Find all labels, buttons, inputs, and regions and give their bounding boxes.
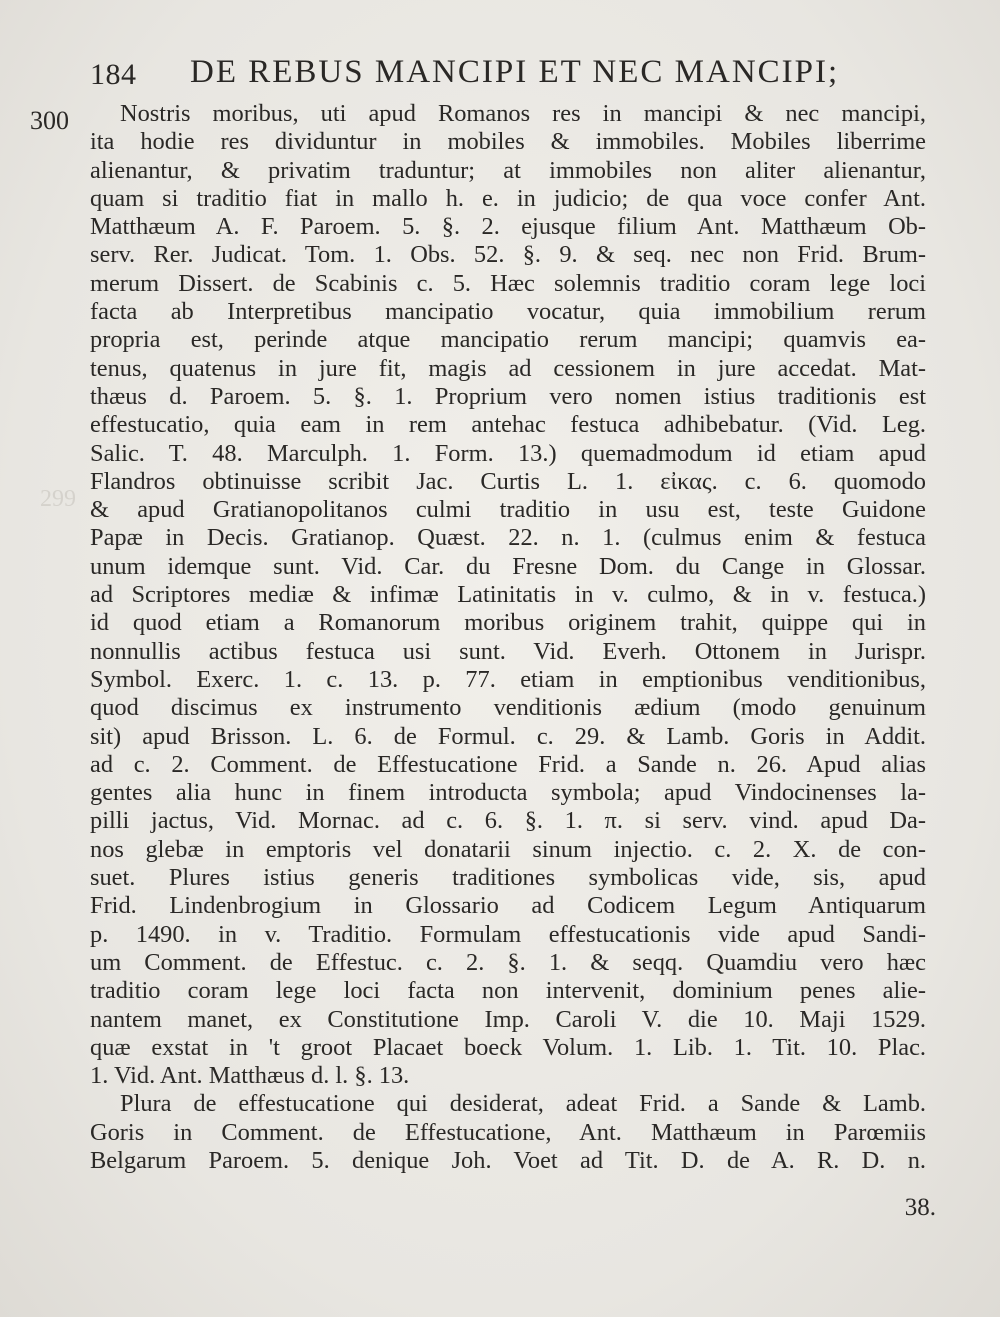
text-line: Matthæum A. F. Paroem. 5. §. 2. ejusque filium Ant. Matthæum Ob- [90,213,926,241]
text-line: 1. Vid. Ant. Matthæus d. l. §. 13. [90,1062,410,1090]
text-line: alienantur, & privatim traduntur; at immobiles non aliter alienantur, [90,156,926,184]
text-line: thæus d. Paroem. 5. §. 1. Proprium vero nomen istius traditionis est [90,382,926,410]
text-line: Papæ in Decis. Gratianop. Quæst. 22. n. 1. (culmus enim & festuca [90,524,926,552]
text-line: facta ab Interpretibus mancipatio vocatur, quia immobilium rerum [90,298,926,326]
text-line: Plura de effestucatione qui desiderat, adeat Frid. a Sande & Lamb. [120,1090,926,1118]
bleed-through-number: 299 [40,486,76,512]
text-line: Symbol. Exerc. 1. c. 13. p. 77. etiam in emptionibus venditionibus, [90,665,926,693]
paragraph-2 [90,1090,926,1175]
text-line: Frid. Lindenbrogium in Glossario ad Codicem Legum Antiquarum [90,892,926,920]
text-line: effestucatio, quia eam in rem antehac festuca adhibebatur. (Vid. Leg. [90,411,926,439]
text-line: Nostris moribus, uti apud Romanos res in mancipi & nec mancipi, [120,100,926,127]
text-line: nos glebæ in emptoris vel donatarii sinum injectio. c. 2. X. de con- [90,835,926,863]
text-line: Belgarum Paroem. 5. denique Joh. Voet ad Tit. D. de A. R. D. n. [90,1146,926,1174]
text-line: serv. Rer. Judicat. Tom. 1. Obs. 52. §. 9. & seq. nec non Frid. Brum- [90,241,926,269]
text-line: nantem manet, ex Constitutione Imp. Caroli V. die 10. Maji 1529. [90,1005,926,1033]
text-line: unum idemque sunt. Vid. Car. du Fresne Dom. du Cange in Glossar. [90,552,926,580]
text-line: Salic. T. 48. Marculph. 1. Form. 13.) quemadmodum id etiam apud [90,439,926,467]
page-number: 184 [90,58,137,91]
body-text [90,100,926,1175]
text-line: sit) apud Brisson. L. 6. de Formul. c. 29. & Lamb. Goris in Addit. [90,722,926,750]
paragraph-1 [90,100,926,1090]
text-line: ad Scriptores mediæ & infimæ Latinitatis in v. culmo, & in v. festuca.) [90,581,926,609]
text-line: pilli jactus, Vid. Mornac. ad c. 6. §. 1. π. si serv. vind. apud Da- [90,807,926,835]
text-line: um Comment. de Effestuc. c. 2. §. 1. & seqq. Quamdiu vero hæc [90,948,926,976]
continuation-number: 38. [904,1194,936,1221]
text-line: gentes alia hunc in finem introducta symbola; apud Vindocinenses la- [90,779,926,807]
text-line: & apud Gratianopolitanos culmi traditio in usu est, teste Guidone [90,496,926,524]
text-line: Flandros obtinuisse scribit Jac. Curtis L. 1. εἰκας. c. 6. quomodo [90,467,926,495]
running-title: DE REBUS MANCIPI ET NEC MANCIPI; [190,54,840,90]
text-line: ita hodie res dividuntur in mobiles & immobiles. Mobiles liberrime [90,128,926,156]
page-header [90,52,920,102]
text-line: id quod etiam a Romanorum moribus originem trahit, quippe qui in [90,609,926,637]
text-line: quæ exstat in 't groot Placaet boeck Volum. 1. Lib. 1. Tit. 10. Plac. [90,1033,926,1061]
text-line: ad c. 2. Comment. de Effestucatione Frid. a Sande n. 26. Apud alias [90,750,926,778]
text-line: quam si traditio fiat in mallo h. e. in judicio; de qua voce confer Ant. [90,184,926,212]
text-line: Goris in Comment. de Effestucatione, Ant. Matthæum in Parœmiis [90,1118,926,1146]
text-line: suet. Plures istius generis traditiones symbolicas vide, sis, apud [90,864,926,892]
text-line: merum Dissert. de Scabinis c. 5. Hæc solemnis traditio coram lege loci [90,269,926,297]
text-line: traditio coram lege loci facta non intervenit, dominium penes alie- [90,977,926,1005]
text-line: p. 1490. in v. Traditio. Formulam effestucationis vide apud Sandi- [90,920,926,948]
text-line: tenus, quatenus in jure fit, magis ad cessionem in jure accedat. Mat- [90,354,926,382]
text-line: propria est, perinde atque mancipatio rerum mancipi; quamvis ea- [90,326,926,354]
section-number: 300 [30,106,69,135]
text-line: quod discimus ex instrumento venditionis ædium (modo genuinum [90,694,926,722]
text-line: nonnullis actibus festuca usi sunt. Vid. Everh. Ottonem in Jurispr. [90,637,926,665]
